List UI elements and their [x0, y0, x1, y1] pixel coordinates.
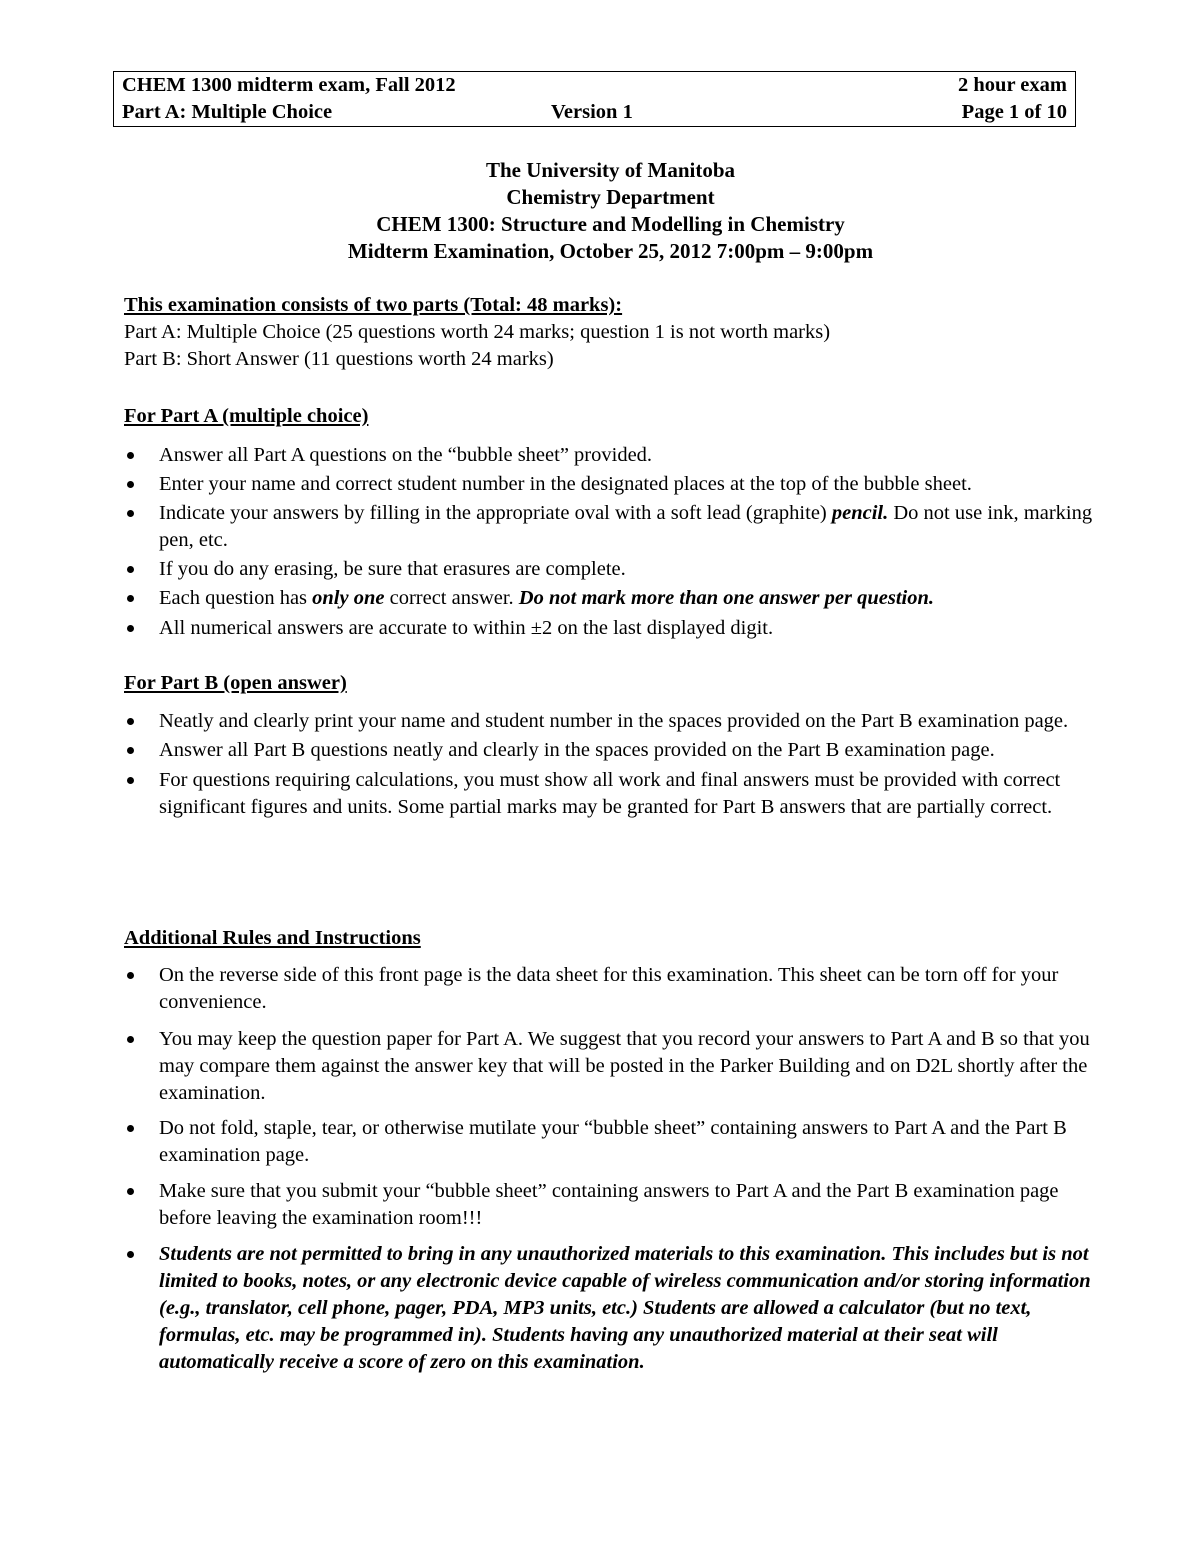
additional-section	[124, 925, 1104, 1376]
title-block	[113, 157, 1108, 265]
part-a-b5-text: Each question has	[159, 587, 313, 609]
part-a-b5-emphasis-2: Do not mark more than one answer per question.	[518, 587, 934, 609]
overview-part-a: Part A: Multiple Choice (25 questions worth 24 marks; question 1 is not worth marks)	[124, 321, 831, 343]
page-header-box	[113, 71, 1076, 127]
list-item: Answer all Part A questions on the “bubble sheet” provided.	[124, 442, 1104, 469]
list-item	[124, 500, 1104, 554]
header-part: Part A: Multiple Choice	[122, 101, 333, 123]
header-page-number: Page 1 of 10	[961, 101, 1067, 123]
part-a-b5-emphasis-1: only one	[312, 587, 385, 609]
university-title: The University of Manitoba	[485, 158, 736, 182]
list-item: If you do any erasing, be sure that erasures are complete.	[124, 556, 1104, 583]
list-item: Make sure that you submit your “bubble sheet” containing answers to Part A and the Part B examination page before leaving the examination room!!!	[124, 1178, 1104, 1232]
list-item: Answer all Part B questions neatly and clearly in the spaces provided on the Part B examination page.	[124, 737, 1104, 764]
header-row-2	[122, 99, 1067, 125]
department-title: Chemistry Department	[506, 185, 715, 209]
part-a-list	[124, 442, 1104, 642]
list-item: For questions requiring calculations, you must show all work and final answers must be provided with correct significant figures and units. Some partial marks may be granted for Part B answers that are partially correct.	[124, 767, 1104, 821]
part-a-b5-mid: correct answer.	[384, 587, 519, 609]
list-item: All numerical answers are accurate to within ±2 on the last displayed digit.	[124, 615, 1104, 642]
list-item: You may keep the question paper for Part A. We suggest that you record your answers to Part A and B so that you may compare them against the answer key that will be posted in the Parker Building and on D2L shortly after the examination.	[124, 1026, 1104, 1107]
list-item: Do not fold, staple, tear, or otherwise mutilate your “bubble sheet” containing answers to Part A and the Part B examination page.	[124, 1115, 1104, 1169]
part-a-b3-text: Indicate your answers by filling in the appropriate oval with a soft lead (graphite)	[159, 502, 832, 524]
list-item: Students are not permitted to bring in any unauthorized materials to this examination. This includes but is not limited to books, notes, or any electronic device capable of wireless communication and/or storing information (e.g., translator, cell phone, pager, PDA, MP3 units, etc.) Students are allowed a calculator (but no text, formulas, etc. may be programmed in). Students having any unauthorized material at their seat will automatically receive a score of zero on this examination.	[124, 1241, 1104, 1376]
additional-heading: Additional Rules and Instructions	[124, 927, 421, 949]
exam-title: Midterm Examination, October 25, 2012 7:00pm – 9:00pm	[347, 239, 874, 263]
header-course-exam: CHEM 1300 midterm exam, Fall 2012	[122, 74, 456, 96]
overview-section	[124, 292, 1104, 373]
part-b-list	[124, 708, 1104, 821]
additional-list	[124, 962, 1104, 1376]
header-version: Version 1	[551, 101, 633, 123]
part-a-b3-emphasis: pencil.	[831, 502, 889, 524]
header-row-1	[122, 72, 1067, 98]
part-b-section	[124, 670, 1104, 821]
header-duration: 2 hour exam	[958, 74, 1067, 96]
part-a-heading: For Part A (multiple choice)	[124, 405, 369, 427]
list-item: Neatly and clearly print your name and student number in the spaces provided on the Part B examination page.	[124, 708, 1104, 735]
part-a-b3-rest: Do not use ink, marking pen, etc.	[159, 502, 1093, 551]
part-a-section	[124, 403, 1104, 642]
list-item: On the reverse side of this front page is the data sheet for this examination. This sheet can be torn off for your convenience.	[124, 962, 1104, 1016]
list-item: Enter your name and correct student number in the designated places at the top of the bubble sheet.	[124, 471, 1104, 498]
list-item	[124, 585, 1104, 612]
overview-heading: This examination consists of two parts (Total: 48 marks):	[124, 294, 623, 316]
part-b-heading: For Part B (open answer)	[124, 672, 347, 694]
overview-part-b: Part B: Short Answer (11 questions worth 24 marks)	[124, 348, 554, 370]
course-title: CHEM 1300: Structure and Modelling in Chemistry	[376, 212, 845, 236]
